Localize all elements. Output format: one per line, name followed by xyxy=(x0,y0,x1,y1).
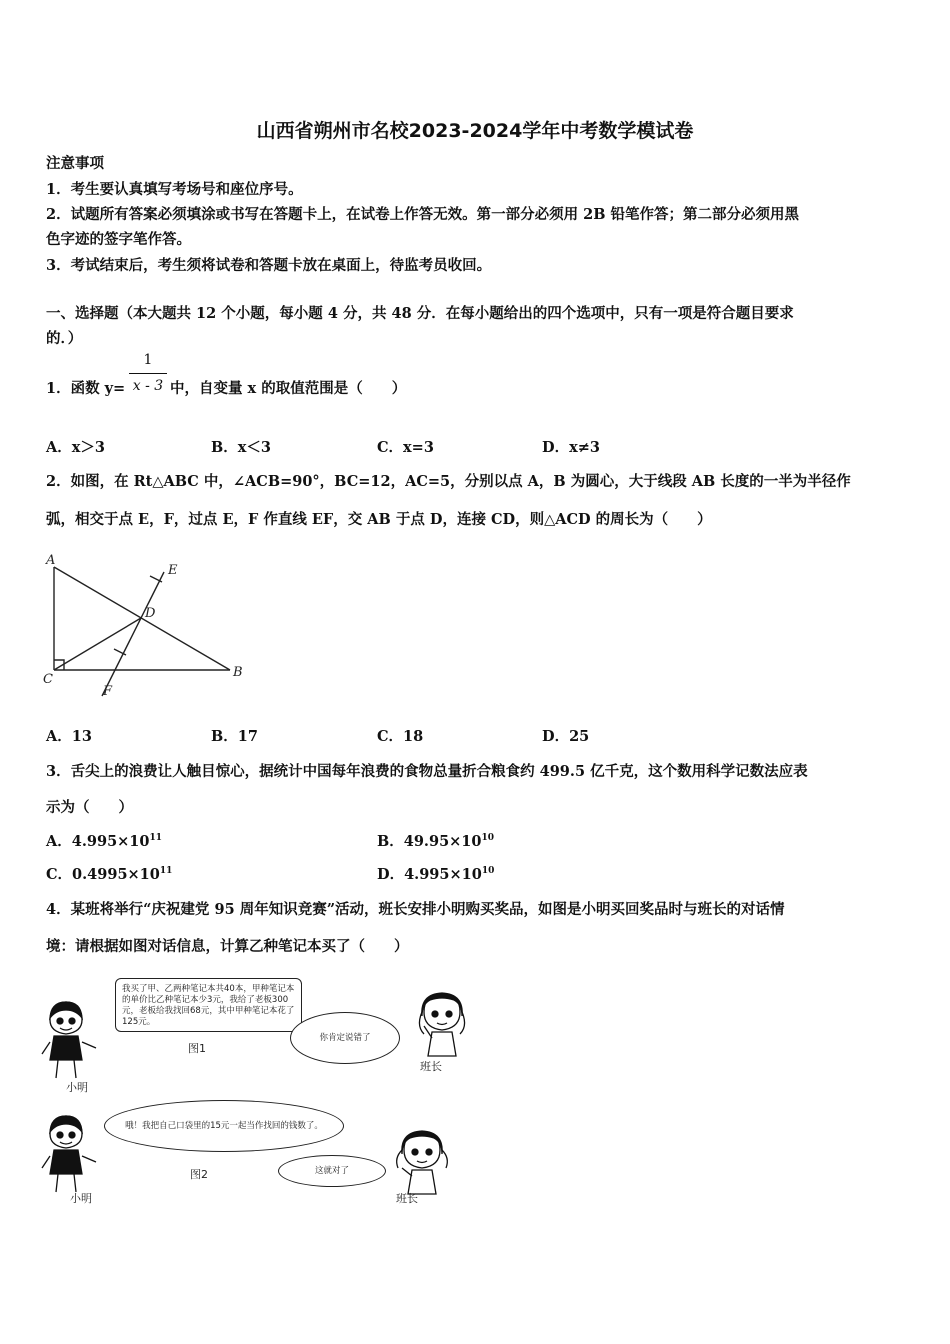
speech-bubble-boy-1: 我买了甲、乙两种笔记本共40本，甲种笔记本的单价比乙种笔记本少3元，我给了老板300元，老板给我找回68元，其中甲种笔记本花了125元。 xyxy=(115,978,302,1032)
q3-text-line2: 示为（ ） xyxy=(46,799,133,816)
notice-item-2: 2．试题所有答案必须填涂或书写在答题卡上，在试卷上作答无效。第一部分必须用 2B 铅笔作答；第二部分必须用黑 xyxy=(46,206,800,223)
q2-option-a: A．13 xyxy=(46,728,92,745)
q3-option-c: C．$0.4995\times 10^{11}$ xyxy=(46,866,173,883)
q2-option-d: D．25 xyxy=(542,728,590,745)
q2-text-line2: 弧，相交于点 E，F，过点 E，F 作直线 EF，交 AB 于点 D，连接 CD，则△ACD 的周长为（ ） xyxy=(46,511,712,528)
figure-caption-2: 图2 xyxy=(190,1168,208,1181)
figure-caption-1: 图1 xyxy=(188,1042,206,1055)
label-d: D xyxy=(145,606,156,621)
caption-girl-2: 班长 xyxy=(396,1192,418,1205)
label-f: F xyxy=(103,684,113,699)
q1-numerator: 1 xyxy=(143,352,153,368)
section-heading-cont: 的．） xyxy=(46,330,83,347)
notice-item-1: 1．考生要认真填写考场号和座位序号。 xyxy=(46,181,303,198)
caption-girl-1: 班长 xyxy=(420,1060,442,1073)
speech-bubble-girl-1: 你肯定说错了 xyxy=(290,1012,400,1064)
label-e: E xyxy=(168,563,178,578)
q2-option-b: B．17 xyxy=(211,728,258,745)
caption-boy-1: 小明 xyxy=(66,1081,88,1094)
speech-bubble-girl-2: 这就对了 xyxy=(278,1155,386,1187)
section-heading: 一、选择题（本大题共 12 个小题，每小题 4 分，共 48 分．在每小题给出的四个选项中，只有一项是符合题目要求 xyxy=(46,305,794,322)
line-ef xyxy=(102,572,164,696)
q2-triangle-figure xyxy=(40,550,255,700)
fraction-bar xyxy=(129,373,167,374)
q1-suffix: 中，自变量 x 的取值范围是（ ） xyxy=(170,380,407,397)
q1-option-d: D．x≠3 xyxy=(542,439,600,456)
q3-text-line1: 3．舌尖上的浪费让人触目惊心，据统计中国每年浪费的食物总量折合粮食约 499.5 亿千克，这个数用科学记数法应表 xyxy=(46,763,808,780)
girl-figure-2 xyxy=(392,1128,452,1198)
boy-figure-1 xyxy=(40,998,110,1088)
notice-heading: 注意事项 xyxy=(46,155,104,172)
q1-option-b: B．x＜3 xyxy=(211,439,271,456)
notice-item-2-cont: 色字迹的签字笔作答。 xyxy=(46,231,191,248)
q3-option-b: B．$49.95\times 10^{10}$ xyxy=(377,833,495,850)
girl-figure-1 xyxy=(412,990,472,1060)
q2-text-line1: 2．如图，在 Rt△ABC 中，∠ACB=90°，BC=12，AC=5，分别以点 A，B 为圆心，大于线段 AB 长度的一半为半径作 xyxy=(46,473,851,490)
notice-item-3: 3．考试结束后，考生须将试卷和答题卡放在桌面上，待监考员收回。 xyxy=(46,257,492,274)
page-title: 山西省朔州市名校2023-2024学年中考数学模试卷 xyxy=(256,120,694,142)
q4-text-line2: 境：请根据如图对话信息，计算乙种笔记本买了（ ） xyxy=(46,938,409,955)
q1-option-a: A．x＞3 xyxy=(46,439,105,456)
q3-option-d: D．$4.995\times 10^{10}$ xyxy=(377,866,495,883)
q1-prefix: 1．函数 y= xyxy=(46,380,126,397)
caption-boy-2: 小明 xyxy=(70,1192,92,1205)
q1-denominator: x - 3 xyxy=(132,378,164,394)
label-b: B xyxy=(233,665,243,680)
q3-option-a: A．$4.995\times 10^{11}$ xyxy=(46,833,163,850)
q2-option-c: C．18 xyxy=(377,728,424,745)
label-a: A xyxy=(46,553,56,568)
q1-option-c: C．x=3 xyxy=(377,439,434,456)
speech-bubble-boy-2: 哦！我把自己口袋里的15元一起当作找回的钱数了。 xyxy=(104,1100,344,1152)
q4-text-line1: 4．某班将举行“庆祝建党 95 周年知识竞赛”活动，班长安排小明购买奖品，如图是小明买回奖品时与班长的对话情 xyxy=(46,901,785,918)
boy-figure-2 xyxy=(40,1112,110,1202)
label-c: C xyxy=(43,672,53,687)
